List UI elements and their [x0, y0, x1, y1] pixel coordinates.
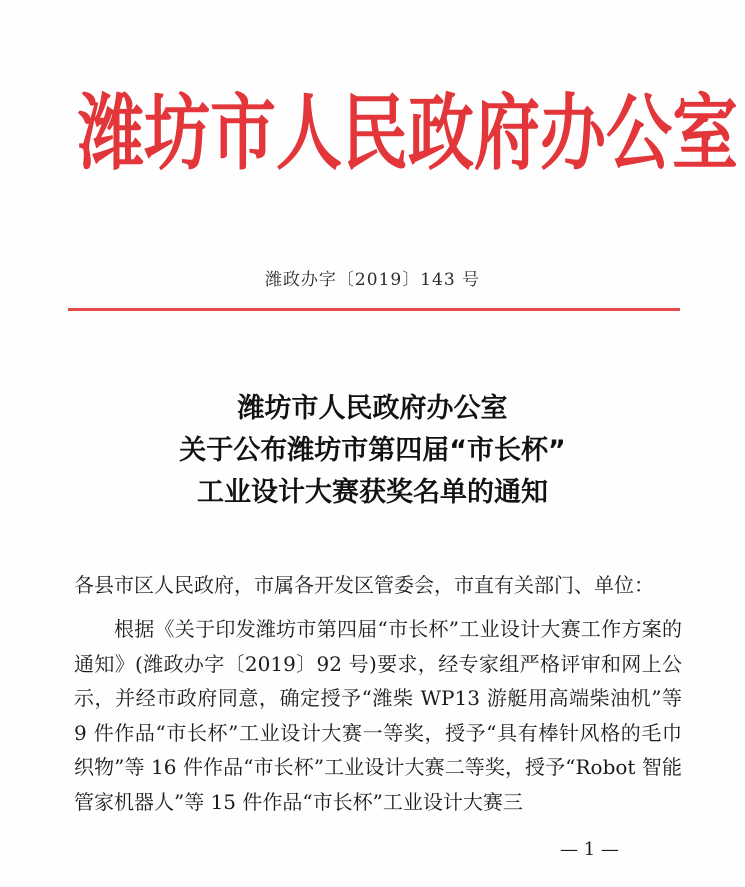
body-paragraph: 根据《关于印发潍坊市第四届“市长杯”工业设计大赛工作方案的通知》(潍政办字〔2019〕92 号)要求，经专家组严格评审和网上公示，并经市政府同意，确定授予“潍柴 WP13 游艇用高端柴油机”等 9 件作品“市长杯”工业设计大赛一等奖，授予“具有棒针风格的毛巾织物”等 16 件作品“市长杯”工业设计大赛二等奖，授予“Robot 智能管家机器人”等 15 件作品“市长杯”工业设计大赛三 — [74, 617, 682, 814]
title-line-1: 潍坊市人民政府办公室 — [237, 393, 508, 424]
title-line-2: 关于公布潍坊市第四届“市长杯” — [179, 435, 566, 466]
issuing-authority-header: 潍坊市人民政府办公室 — [78, 83, 738, 182]
document-number: 潍政办字〔2019〕143 号 — [264, 270, 481, 290]
title-line-3: 工业设计大赛获奖名单的通知 — [197, 477, 548, 508]
salutation: 各县市区人民政府，市属各开发区管委会，市直有关部门、单位： — [74, 573, 654, 597]
red-divider-line — [68, 308, 680, 311]
page-number: — 1 — — [560, 839, 619, 860]
notice-title — [0, 388, 745, 514]
body-text — [74, 612, 682, 819]
